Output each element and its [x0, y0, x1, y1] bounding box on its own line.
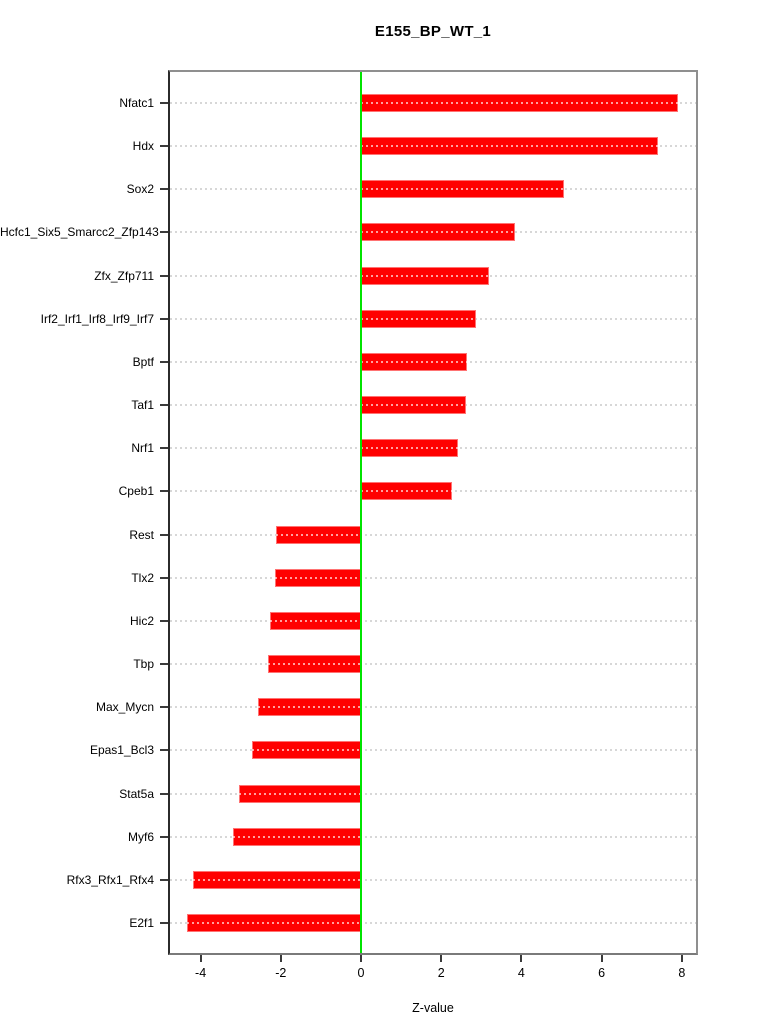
bar-Bptf — [361, 353, 467, 371]
x-tick — [681, 955, 683, 962]
y-label-Tlx2: Tlx2 — [131, 570, 154, 585]
y-tick — [160, 361, 168, 363]
y-tick — [160, 836, 168, 838]
y-tick — [160, 231, 168, 233]
y-tick — [160, 793, 168, 795]
bar-pattern — [275, 577, 361, 579]
y-label-Epas1_Bcl3: Epas1_Bcl3 — [89, 743, 154, 758]
bar-pattern — [361, 145, 658, 147]
bar-pattern — [361, 447, 458, 449]
x-axis-title: Z-value — [412, 1001, 454, 1015]
y-label-Hdx: Hdx — [132, 139, 154, 154]
y-tick — [160, 490, 168, 492]
gridline — [170, 749, 696, 751]
y-label-Stat5a: Stat5a — [119, 786, 154, 801]
gridline — [170, 663, 696, 665]
bar-Hic2 — [270, 612, 361, 630]
x-tick — [200, 955, 202, 962]
plot-area — [168, 70, 698, 955]
y-label-Myf6: Myf6 — [127, 829, 154, 844]
y-tick — [160, 318, 168, 320]
y-label-Max_Mycn: Max_Mycn — [95, 700, 154, 715]
y-label-Nrf1: Nrf1 — [131, 441, 154, 456]
bar-Rest — [276, 526, 361, 544]
x-tick — [601, 955, 603, 962]
y-label-Hcfc1_Six5_Smarcc2_Zfp143: Hcfc1_Six5_Smarcc2_Zfp143 — [0, 225, 159, 240]
gridline — [170, 534, 696, 536]
y-label-Bptf: Bptf — [132, 354, 154, 369]
bar-pattern — [361, 231, 515, 233]
bar-pattern — [361, 188, 564, 190]
x-tick — [520, 955, 522, 962]
bar-Tbp — [268, 655, 361, 673]
bar-Nrf1 — [361, 439, 458, 457]
bar-Epas1_Bcl3 — [252, 741, 361, 759]
zero-line — [360, 72, 362, 953]
y-label-Sox2: Sox2 — [126, 182, 154, 197]
y-tick — [160, 447, 168, 449]
bar-pattern — [361, 361, 467, 363]
y-tick — [160, 879, 168, 881]
bar-Rfx3_Rfx1_Rfx4 — [193, 871, 361, 889]
x-tick — [440, 955, 442, 962]
bar-Nfatc1 — [361, 94, 678, 112]
bar-pattern — [233, 836, 361, 838]
bar-pattern — [258, 706, 361, 708]
y-label-Rfx3_Rfx1_Rfx4: Rfx3_Rfx1_Rfx4 — [66, 872, 154, 887]
y-label-Nfatc1: Nfatc1 — [119, 96, 154, 110]
y-label-Taf1: Taf1 — [131, 398, 154, 413]
y-label-Tbp: Tbp — [133, 657, 154, 672]
y-label-E2f1: E2f1 — [129, 916, 154, 931]
bar-Zfx_Zfp711 — [361, 267, 489, 285]
x-tick-label: 4 — [517, 966, 525, 980]
x-tick-label: 6 — [598, 966, 606, 980]
y-tick — [160, 102, 168, 104]
bar-pattern — [361, 490, 452, 492]
y-tick — [160, 663, 168, 665]
chart-title: E155_BP_WT_1 — [374, 23, 492, 40]
y-tick — [160, 534, 168, 536]
x-tick-label: 0 — [357, 966, 365, 980]
x-tick-label: 8 — [678, 966, 686, 980]
bar-Max_Mycn — [258, 698, 361, 716]
y-label-Zfx_Zfp711: Zfx_Zfp711 — [94, 268, 154, 283]
bar-Hcfc1_Six5_Smarcc2_Zfp143 — [361, 223, 515, 241]
y-tick — [160, 922, 168, 924]
y-label-Cpeb1: Cpeb1 — [118, 484, 154, 499]
bar-Stat5a — [239, 785, 361, 803]
bar-E2f1 — [187, 914, 361, 932]
bar-pattern — [268, 663, 361, 665]
gridline — [170, 620, 696, 622]
y-tick — [160, 749, 168, 751]
bar-pattern — [270, 620, 361, 622]
y-tick — [160, 620, 168, 622]
y-label-Rest: Rest — [129, 527, 154, 542]
bar-Myf6 — [233, 828, 361, 846]
bar-Sox2 — [361, 180, 564, 198]
bar-Hdx — [361, 137, 658, 155]
bar-Tlx2 — [275, 569, 361, 587]
bar-Cpeb1 — [361, 482, 452, 500]
y-tick — [160, 706, 168, 708]
bar-pattern — [187, 922, 361, 924]
y-tick — [160, 145, 168, 147]
x-tick — [360, 955, 362, 962]
y-tick — [160, 275, 168, 277]
bar-pattern — [361, 404, 466, 406]
gridline — [170, 706, 696, 708]
x-tick-label: -2 — [275, 966, 287, 980]
y-label-Irf2_Irf1_Irf8_Irf9_Irf7: Irf2_Irf1_Irf8_Irf9_Irf7 — [40, 311, 154, 326]
y-label-Hic2: Hic2 — [129, 613, 154, 628]
bar-pattern — [361, 275, 489, 277]
gridline — [170, 577, 696, 579]
x-tick-label: -4 — [195, 966, 207, 980]
y-tick — [160, 188, 168, 190]
bar-pattern — [252, 749, 361, 751]
bar-pattern — [276, 534, 361, 536]
bar-pattern — [193, 879, 361, 881]
bar-Irf2_Irf1_Irf8_Irf9_Irf7 — [361, 310, 476, 328]
y-tick — [160, 577, 168, 579]
bar-pattern — [361, 318, 476, 320]
x-tick — [280, 955, 282, 962]
bar-pattern — [361, 102, 678, 104]
y-tick — [160, 404, 168, 406]
x-tick-label: 2 — [437, 966, 445, 980]
bar-Taf1 — [361, 396, 466, 414]
bar-pattern — [239, 793, 361, 795]
